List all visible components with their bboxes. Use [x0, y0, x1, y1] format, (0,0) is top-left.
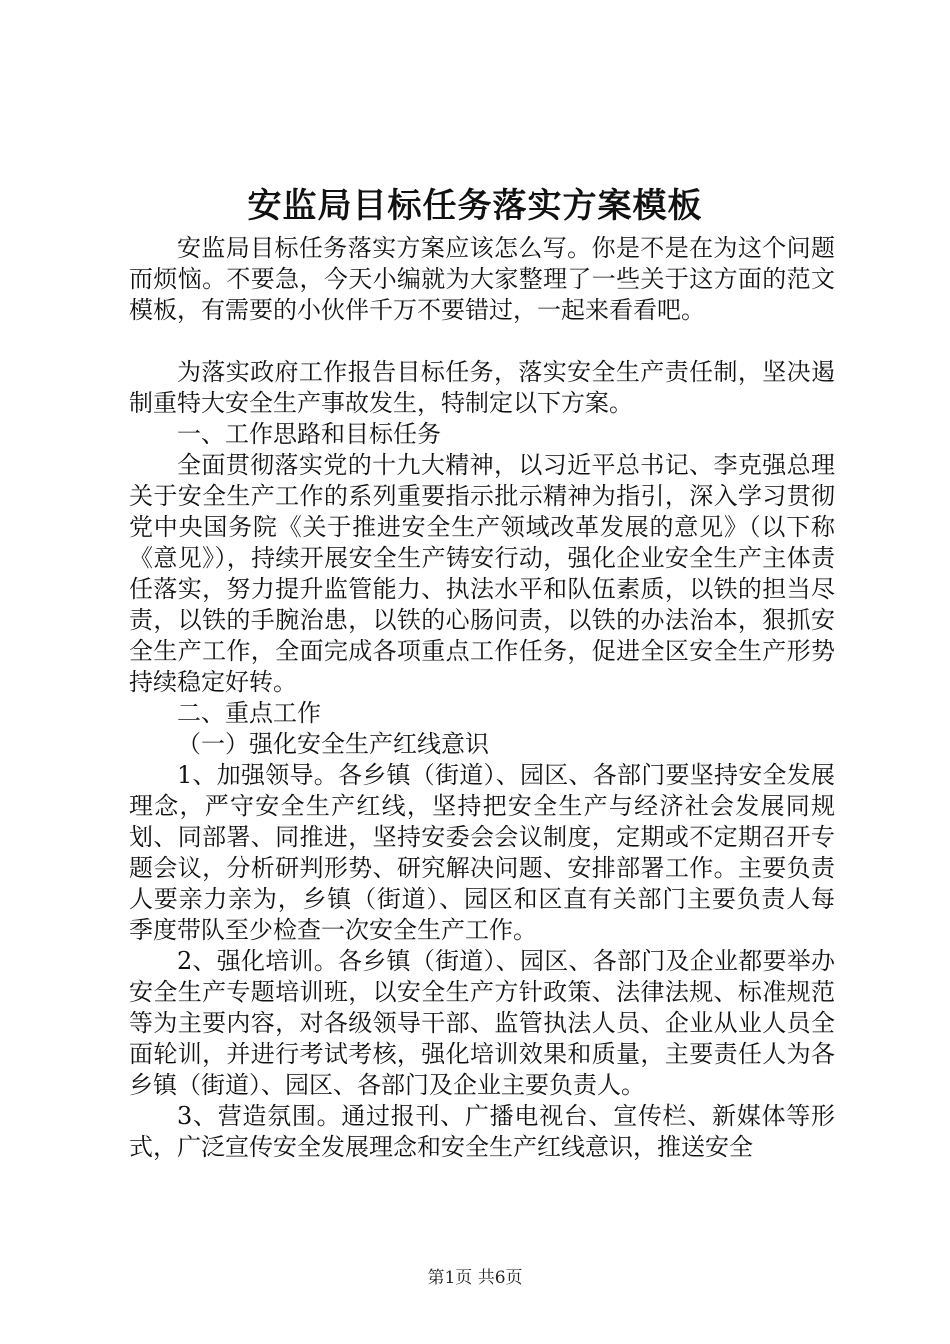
section-heading-2: 二、重点工作 [177, 699, 321, 727]
page-number-footer: 第1页 共6页 [427, 1268, 523, 1288]
purpose-paragraph: 为落实政府工作报告目标任务，落实安全生产责任制，坚决遏制重特大安全生产事故发生，特制定以下方案。 [129, 358, 835, 417]
subsection-heading-1: （一）强化安全生产红线意识 [177, 730, 489, 758]
section-heading-1: 一、工作思路和目标任务 [177, 420, 441, 448]
document-body [129, 233, 835, 1163]
list-item-3: 3、营造氛围。通过报刊、广播电视台、宣传栏、新媒体等形式，广泛宣传安全发展理念和安全生产红线意识，推送安全 [129, 1102, 835, 1161]
list-item-1: 1、加强领导。各乡镇（街道）、园区、各部门要坚持安全发展理念，严守安全生产红线，坚持把安全生产与经济社会发展同规划、同部署、同推进，坚持安委会会议制度，定期或不定期召开专题会议，分析研判形势、研究解决问题、安排部署工作。主要负责人要亲力亲为，乡镇（街道）、园区和区直有关部门主要负责人每季度带队至少检查一次安全生产工作。 [129, 761, 835, 944]
intro-paragraph: 安监局目标任务落实方案应该怎么写。你是不是在为这个问题而烦恼。不要急，今天小编就为大家整理了一些关于这方面的范文模板，有需要的小伙伴千万不要错过，一起来看看吧。 [129, 234, 835, 324]
document-title: 安监局目标任务落实方案模板 [247, 186, 703, 226]
list-item-2: 2、强化培训。各乡镇（街道）、园区、各部门及企业都要举办安全生产专题培训班，以安全生产方针政策、法律法规、标准规范等为主要内容，对各级领导干部、监管执法人员、企业从业人员全面轮训，并进行考试考核，强化培训效果和质量，主要责任人为各乡镇（街道）、园区、各部门及企业主要负责人。 [129, 947, 835, 1099]
guiding-principles-paragraph: 全面贯彻落实党的十九大精神，以习近平总书记、李克强总理关于安全生产工作的系列重要指示批示精神为指引，深入学习贯彻党中央国务院《关于推进安全生产领域改革发展的意见》（以下称《意见》），持续开展安全生产铸安行动，强化企业安全生产主体责任落实，努力提升监管能力、执法水平和队伍素质，以铁的担当尽责，以铁的手腕治患，以铁的心肠问责，以铁的办法治本，狠抓安全生产工作，全面完成各项重点工作任务，促进全区安全生产形势持续稳定好转。 [129, 451, 835, 696]
paragraph-spacer [129, 326, 835, 357]
